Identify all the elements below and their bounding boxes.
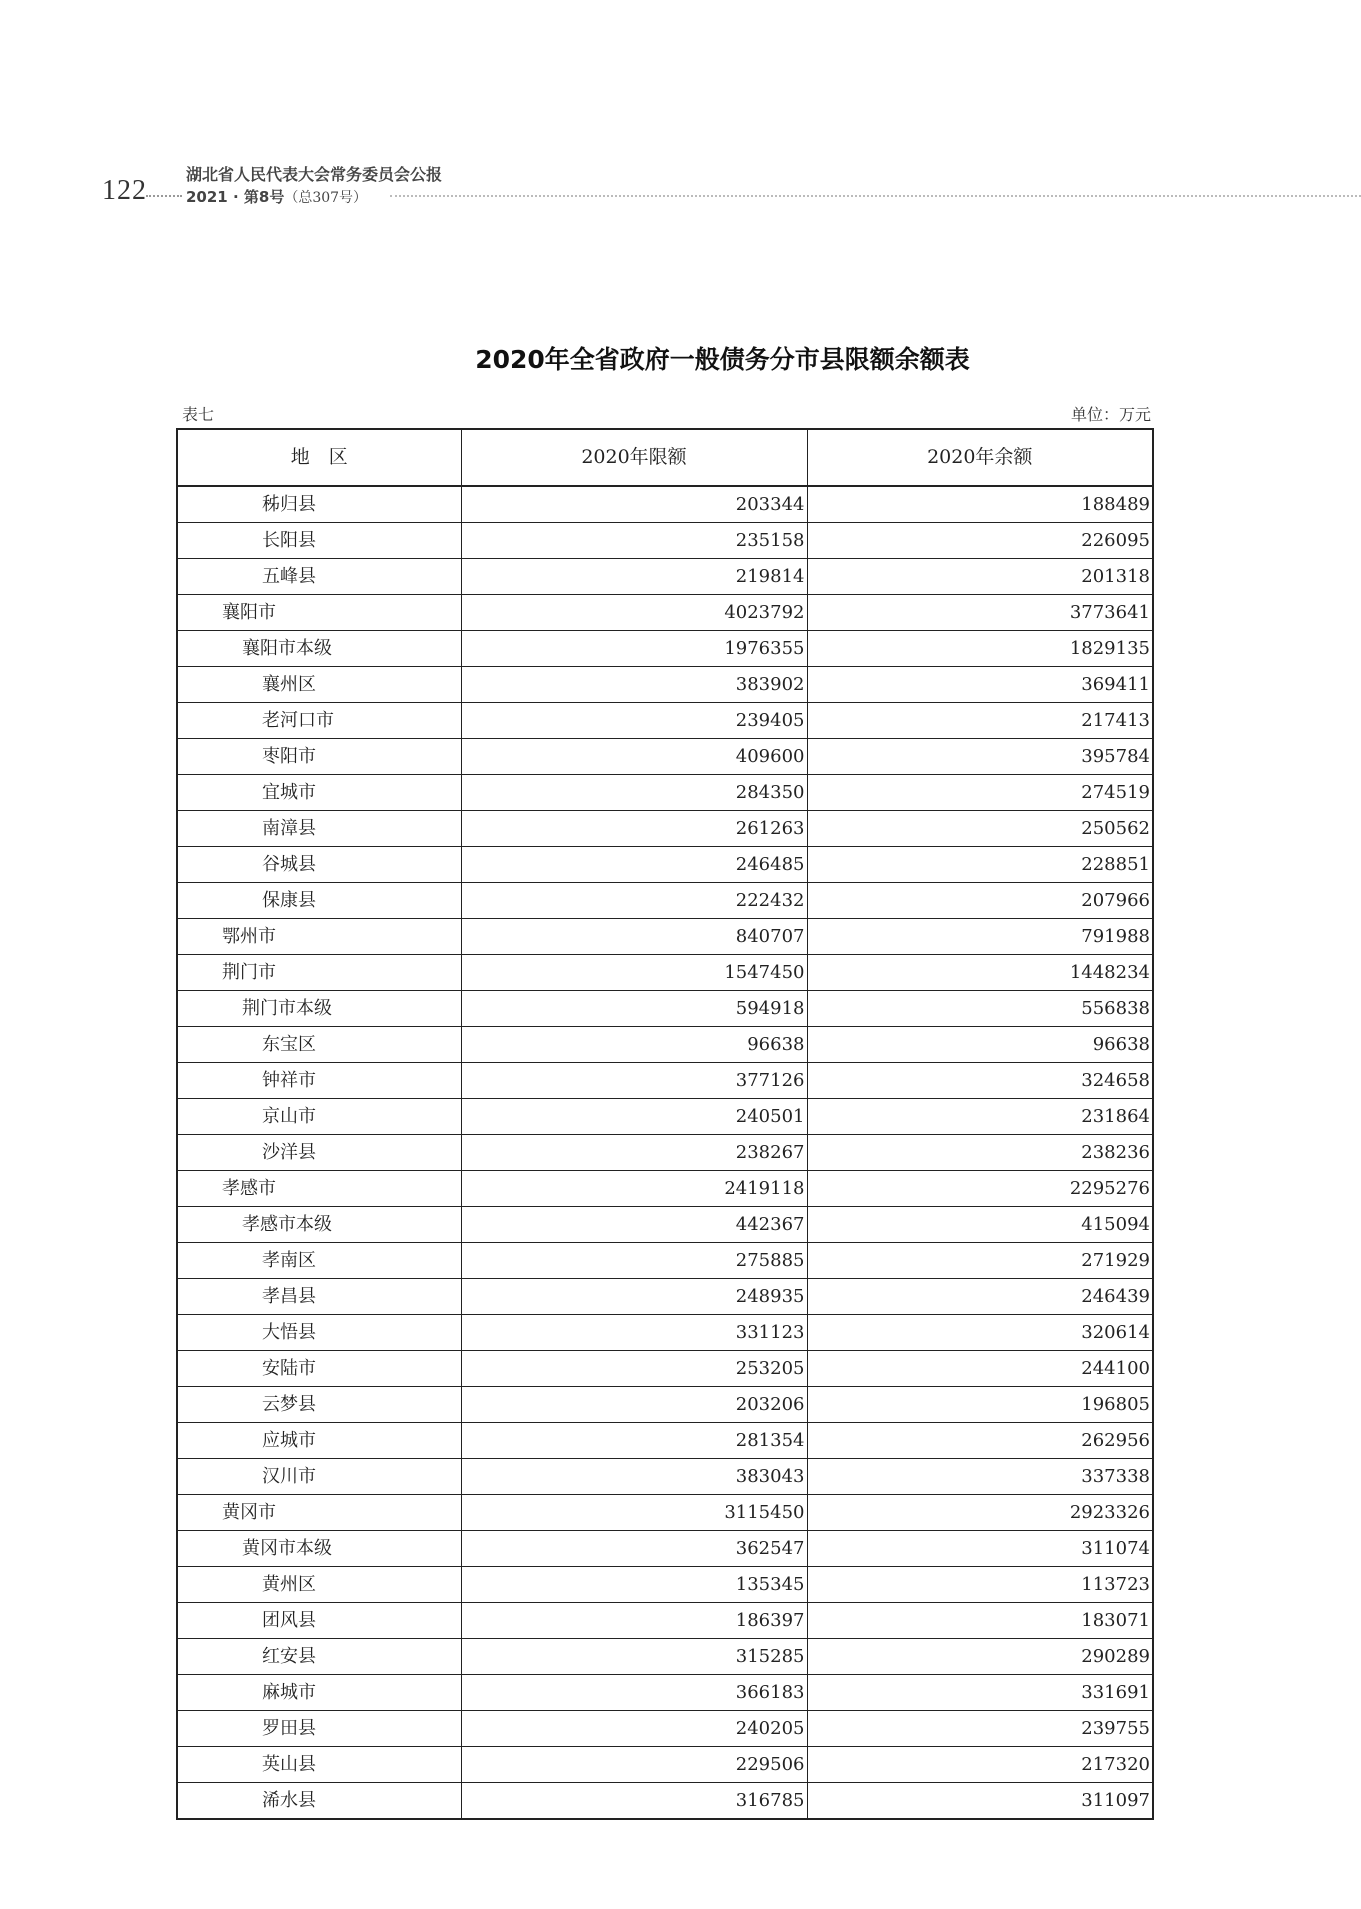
table-row [177,991,1153,1027]
region-cell: 罗田县 [177,1711,461,1747]
limit-cell: 2419118 [461,1171,807,1207]
table-header-row [177,429,1153,486]
limit-cell: 96638 [461,1027,807,1063]
column-header-region: 地 区 [177,429,461,486]
table-row [177,1747,1153,1783]
balance-cell: 239755 [807,1711,1153,1747]
balance-cell: 113723 [807,1567,1153,1603]
region-cell: 宜城市 [177,775,461,811]
region-cell: 钟祥市 [177,1063,461,1099]
limit-cell: 246485 [461,847,807,883]
region-cell: 老河口市 [177,703,461,739]
region-cell: 秭归县 [177,486,461,523]
table-row [177,1459,1153,1495]
balance-cell: 188489 [807,486,1153,523]
balance-cell: 290289 [807,1639,1153,1675]
column-header-balance: 2020年余额 [807,429,1153,486]
region-cell: 大悟县 [177,1315,461,1351]
table-row [177,1243,1153,1279]
limit-cell: 261263 [461,811,807,847]
total-issue: （总307号） [284,190,368,206]
debt-limit-table [176,428,1154,1820]
unit-label: 单位：万元 [1070,405,1151,424]
table-row [177,1315,1153,1351]
region-cell: 云梦县 [177,1387,461,1423]
limit-cell: 253205 [461,1351,807,1387]
table-row [177,559,1153,595]
balance-cell: 791988 [807,919,1153,955]
balance-cell: 196805 [807,1387,1153,1423]
region-cell: 安陆市 [177,1351,461,1387]
table-row [177,919,1153,955]
table-row [177,631,1153,667]
region-cell: 红安县 [177,1639,461,1675]
balance-cell: 1448234 [807,955,1153,991]
region-cell: 黄州区 [177,1567,461,1603]
limit-cell: 409600 [461,739,807,775]
region-cell: 团风县 [177,1603,461,1639]
balance-cell: 271929 [807,1243,1153,1279]
limit-cell: 315285 [461,1639,807,1675]
limit-cell: 203206 [461,1387,807,1423]
limit-cell: 248935 [461,1279,807,1315]
header-divider-right [390,195,1361,197]
limit-cell: 1976355 [461,631,807,667]
balance-cell: 250562 [807,811,1153,847]
region-cell: 荆门市 [177,955,461,991]
table-row [177,1783,1153,1820]
table-row [177,1531,1153,1567]
limit-cell: 239405 [461,703,807,739]
balance-cell: 311074 [807,1531,1153,1567]
balance-cell: 556838 [807,991,1153,1027]
limit-cell: 203344 [461,486,807,523]
balance-cell: 238236 [807,1135,1153,1171]
table-row [177,667,1153,703]
balance-cell: 207966 [807,883,1153,919]
table-row [177,847,1153,883]
region-cell: 长阳县 [177,523,461,559]
table-row [177,1279,1153,1315]
region-cell: 枣阳市 [177,739,461,775]
balance-cell: 320614 [807,1315,1153,1351]
balance-cell: 228851 [807,847,1153,883]
region-cell: 南漳县 [177,811,461,847]
table-row [177,1171,1153,1207]
region-cell: 孝昌县 [177,1279,461,1315]
limit-cell: 383043 [461,1459,807,1495]
region-cell: 孝南区 [177,1243,461,1279]
page-number: 122 [102,175,147,206]
region-cell: 汉川市 [177,1459,461,1495]
region-cell: 浠水县 [177,1783,461,1820]
table-row [177,1711,1153,1747]
column-header-limit: 2020年限额 [461,429,807,486]
region-cell: 黄冈市 [177,1495,461,1531]
table-row [177,523,1153,559]
balance-cell: 262956 [807,1423,1153,1459]
balance-cell: 244100 [807,1351,1153,1387]
table-row [177,811,1153,847]
region-cell: 沙洋县 [177,1135,461,1171]
limit-cell: 235158 [461,523,807,559]
limit-cell: 229506 [461,1747,807,1783]
limit-cell: 240501 [461,1099,807,1135]
region-cell: 谷城县 [177,847,461,883]
balance-cell: 231864 [807,1099,1153,1135]
region-cell: 襄州区 [177,667,461,703]
balance-cell: 246439 [807,1279,1153,1315]
limit-cell: 281354 [461,1423,807,1459]
balance-cell: 331691 [807,1675,1153,1711]
limit-cell: 4023792 [461,595,807,631]
balance-cell: 226095 [807,523,1153,559]
region-cell: 襄阳市 [177,595,461,631]
limit-cell: 383902 [461,667,807,703]
balance-cell: 2295276 [807,1171,1153,1207]
balance-cell: 395784 [807,739,1153,775]
region-cell: 荆门市本级 [177,991,461,1027]
balance-cell: 324658 [807,1063,1153,1099]
limit-cell: 186397 [461,1603,807,1639]
region-cell: 鄂州市 [177,919,461,955]
limit-cell: 222432 [461,883,807,919]
limit-cell: 284350 [461,775,807,811]
region-cell: 京山市 [177,1099,461,1135]
limit-cell: 594918 [461,991,807,1027]
limit-cell: 442367 [461,1207,807,1243]
publication-title: 湖北省人民代表大会常务委员会公报 [186,165,443,184]
issue-number: 2021 · 第8号 [186,188,285,206]
table-row [177,739,1153,775]
table-row [177,1099,1153,1135]
limit-cell: 377126 [461,1063,807,1099]
region-cell: 英山县 [177,1747,461,1783]
balance-cell: 415094 [807,1207,1153,1243]
table-row [177,1063,1153,1099]
limit-cell: 840707 [461,919,807,955]
limit-cell: 135345 [461,1567,807,1603]
document-title: 2020年全省政府一般债务分市县限额余额表 [475,345,970,374]
table-row [177,1567,1153,1603]
table-row [177,1135,1153,1171]
limit-cell: 316785 [461,1783,807,1820]
region-cell: 保康县 [177,883,461,919]
balance-cell: 274519 [807,775,1153,811]
region-cell: 麻城市 [177,1675,461,1711]
balance-cell: 2923326 [807,1495,1153,1531]
limit-cell: 238267 [461,1135,807,1171]
region-cell: 孝感市本级 [177,1207,461,1243]
table-row [177,1027,1153,1063]
limit-cell: 1547450 [461,955,807,991]
table-row [177,486,1153,523]
limit-cell: 3115450 [461,1495,807,1531]
region-cell: 黄冈市本级 [177,1531,461,1567]
limit-cell: 362547 [461,1531,807,1567]
table-row [177,955,1153,991]
region-cell: 东宝区 [177,1027,461,1063]
table-row [177,1351,1153,1387]
balance-cell: 337338 [807,1459,1153,1495]
table-row [177,1387,1153,1423]
table-row [177,703,1153,739]
table-row [177,1675,1153,1711]
table-row [177,595,1153,631]
balance-cell: 183071 [807,1603,1153,1639]
header-divider-left [146,195,182,197]
balance-cell: 217413 [807,703,1153,739]
balance-cell: 311097 [807,1783,1153,1820]
region-cell: 孝感市 [177,1171,461,1207]
table-row [177,775,1153,811]
issue-line [186,186,367,207]
region-cell: 应城市 [177,1423,461,1459]
limit-cell: 275885 [461,1243,807,1279]
balance-cell: 217320 [807,1747,1153,1783]
balance-cell: 3773641 [807,595,1153,631]
balance-cell: 201318 [807,559,1153,595]
balance-cell: 1829135 [807,631,1153,667]
table-row [177,1639,1153,1675]
table-body [177,486,1153,1819]
balance-cell: 369411 [807,667,1153,703]
balance-cell: 96638 [807,1027,1153,1063]
table-row [177,1207,1153,1243]
limit-cell: 219814 [461,559,807,595]
table-row [177,1495,1153,1531]
table-row [177,883,1153,919]
limit-cell: 366183 [461,1675,807,1711]
region-cell: 五峰县 [177,559,461,595]
table-row [177,1603,1153,1639]
region-cell: 襄阳市本级 [177,631,461,667]
limit-cell: 331123 [461,1315,807,1351]
limit-cell: 240205 [461,1711,807,1747]
table-label: 表七 [182,405,215,424]
table-row [177,1423,1153,1459]
